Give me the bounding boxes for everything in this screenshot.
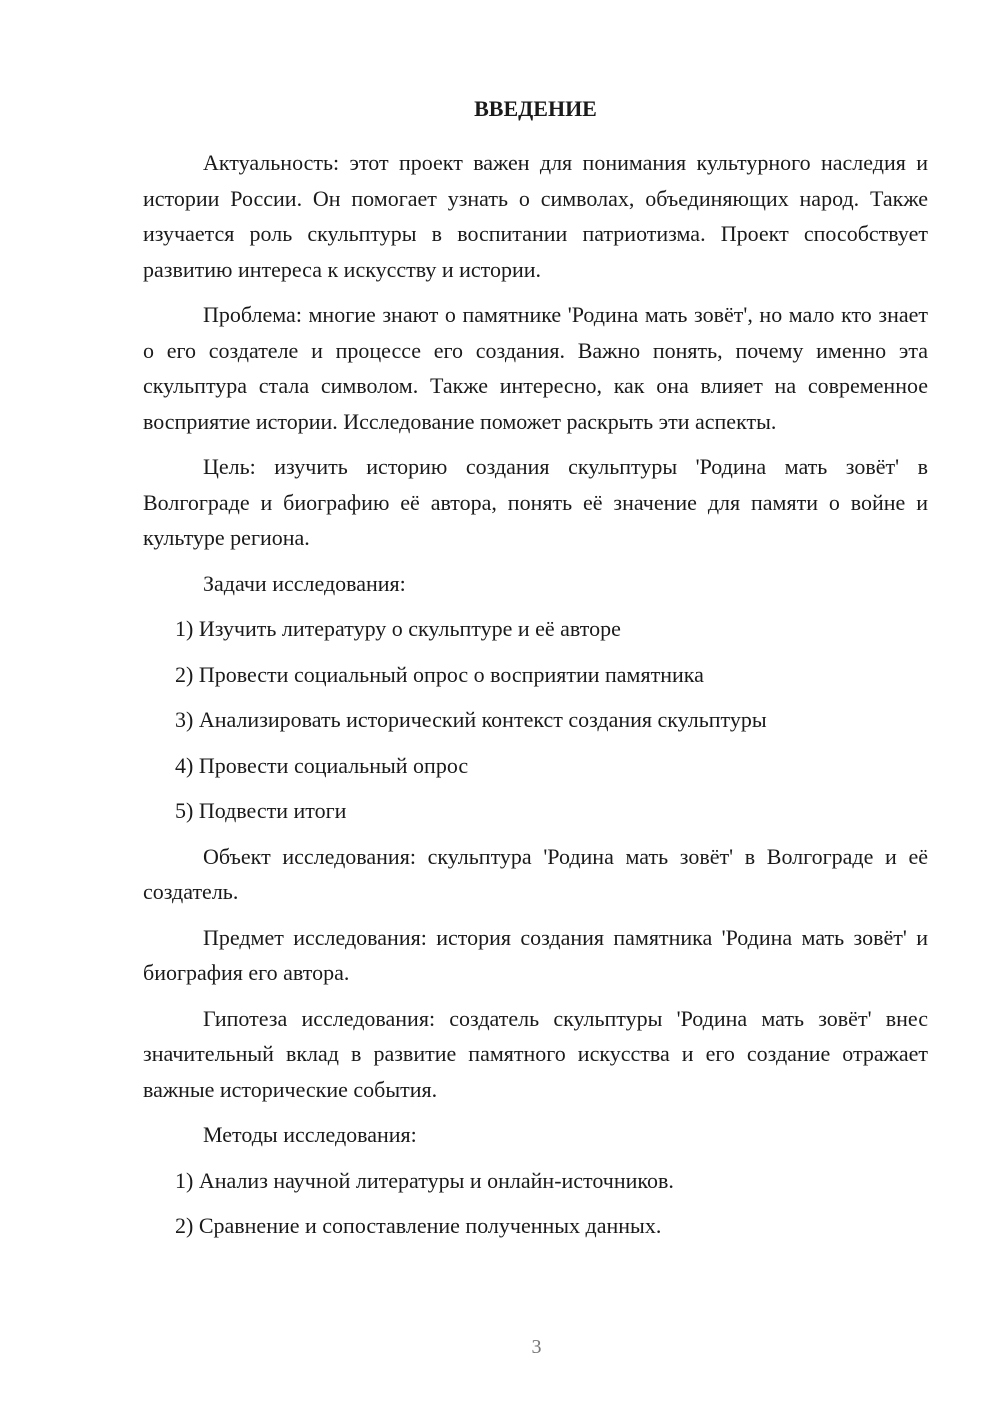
method-item-2: 2) Сравнение и сопоставление полученных данных. [175,1213,662,1238]
problem-paragraph: Проблема: многие знают о памятнике 'Родина мать зовёт', но мало кто знает о его создателе и процессе его создания. Важно понять, почему именно эта скульптура стала символом. Также интересно, как она влияет на современное восприятие истории. Исследование поможет раскрыть эти аспекты. [143,302,928,434]
task-item-1: 1) Изучить литературу о скульптуре и её авторе [175,616,621,641]
object-paragraph: Объект исследования: скульптура 'Родина мать зовёт' в Волгограде и её создатель. [143,843,928,904]
tasks-title: Задачи исследования: [203,570,406,596]
page-number: 3 [531,1336,542,1358]
method-item-1: 1) Анализ научной литературы и онлайн-источников. [175,1167,674,1193]
subject-paragraph: Предмет исследования: история создания памятника 'Родина мать зовёт' и биография его автора. [143,924,928,985]
goal-paragraph: Цель: изучить историю создания скульптуры 'Родина мать зовёт' в Волгограде и биографию её автора, понять её значение для памяти о войне и культуре региона. [143,454,928,550]
task-item-5: 5) Подвести итоги [175,798,347,823]
task-item-3: 3) Анализировать исторический контекст создания скульптуры [175,707,767,732]
page-heading: ВВЕДЕНИЕ [474,96,597,121]
task-item-2: 2) Провести социальный опрос о восприятии памятника [175,661,704,687]
document-page [143,94,928,1254]
methods-title: Методы исследования: [203,1122,417,1147]
task-item-4: 4) Провести социальный опрос [175,752,469,778]
relevance-paragraph: Актуальность: этот проект важен для понимания культурного наследия и истории России. Он помогает узнать о символах, объединяющих народ. Также изучается роль скульптуры в воспитании патриотизма. Проект способствует развитию интереса к искусству и истории. [143,150,928,282]
hypothesis-paragraph: Гипотеза исследования: создатель скульптуры 'Родина мать зовёт' внес значительный вклад в развитие памятного искусства и его создание отражает важные исторические события. [143,1005,928,1102]
